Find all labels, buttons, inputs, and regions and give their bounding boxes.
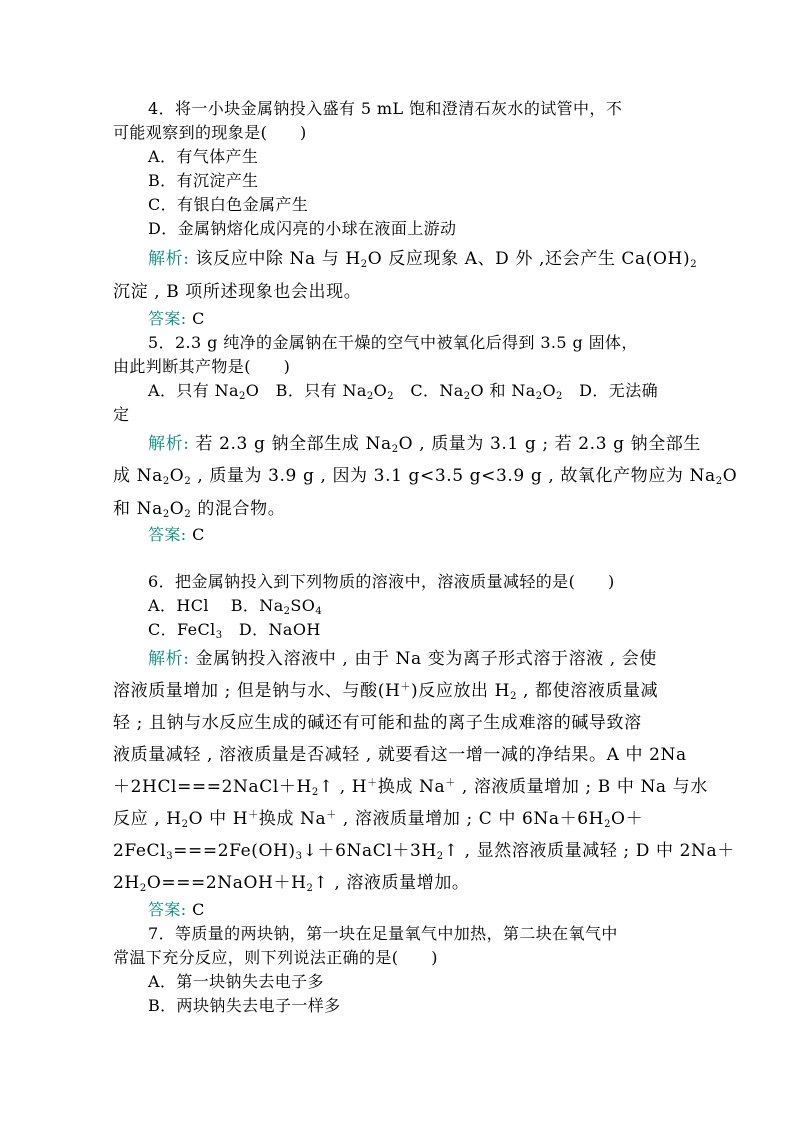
q5-options-cont: 定 xyxy=(113,405,130,424)
q4-explanation-line1: 解析: 该反应中除 Na 与 $H_2O$ 反应现象 A、D 外 ,还会产生 $Ca(OH)_2$ xyxy=(148,249,698,270)
q6-explanation-line2: 溶液质量增加 ; 但是钠与水、与酸(H＋)反应放出 $H_2$ , 都使溶液质量减 xyxy=(113,681,659,702)
q6-explanation-line4: 液质量减轻 , 溶液质量是否减轻 , 就要看这一增一减的净结果。A 中 2Na xyxy=(113,745,687,765)
analysis-label: 解析: xyxy=(148,434,190,454)
q4-option-b: B．有沉淀产生 xyxy=(148,171,259,190)
q4-stem-line2: 可能观察到的现象是( ) xyxy=(113,123,307,142)
q6-explanation-line3: 轻 ; 且钠与水反应生成的碱还有可能和盐的离子生成难溶的碱导致溶 xyxy=(113,713,642,733)
q4-stem-line1: 4．将一小块金属钠投入盛有 5 mL 饱和澄清石灰水的试管中，不 xyxy=(148,99,623,118)
answer-label: 答案: xyxy=(148,525,187,544)
q5-explanation-line2: 成 $Na_2O_2$ , 质量为 3.9 g , 因为 3.1 g<3.5 g<3.9 g , 故氧化产物应为 $Na_2O$ xyxy=(113,466,738,487)
q5-explanation-line3: 和 $Na_2O_2$ 的混合物。 xyxy=(113,499,286,520)
q4-explanation-line2: 沉淀 , B 项所述现象也会出现。 xyxy=(113,282,362,302)
analysis-label: 解析: xyxy=(148,649,190,669)
q4-answer: 答案: C xyxy=(148,309,205,328)
q4-option-d: D．金属钠熔化成闪亮的小球在液面上游动 xyxy=(148,219,457,238)
q7-option-b: B．两块钠失去电子一样多 xyxy=(148,996,341,1015)
q5-stem-line1: 5．2.3 g 纯净的金属钠在干燥的空气中被氧化后得到 3.5 g 固体， xyxy=(148,333,638,352)
q4-option-c: C．有银白色金属产生 xyxy=(148,195,309,214)
answer-label: 答案: xyxy=(148,309,187,328)
q7-option-a: A．第一块钠失去电子多 xyxy=(148,972,324,991)
q6-explanation-line5: $+2HCl===2NaCl+H_2↑$ , H＋换成 Na＋ , 溶液质量增加 ; B 中 Na 与水 xyxy=(113,777,708,798)
q6-stem-line1: 6．把金属钠投入到下列物质的溶液中，溶液质量减轻的是( ) xyxy=(148,572,615,591)
q4-option-a: A．有气体产生 xyxy=(148,147,259,166)
q6-explanation-line6: 反应 , $H_2O$ 中 H＋换成 Na＋ , 溶液质量增加 ; C 中 $6Na+6H_2O+$ xyxy=(113,809,644,830)
q5-stem-line2: 由此判断其产物是( ) xyxy=(113,357,291,376)
q5-options: A．只有 $Na_2O$ B．只有 $Na_2O_2$ C．$Na_2O$ 和 $Na_2O_2$ D．无法确 xyxy=(148,381,659,402)
q7-stem-line1: 7．等质量的两块钠，第一块在足量氧气中加热，第二块在氧气中 xyxy=(148,924,618,943)
q5-explanation-line1: 解析: 若 2.3 g 钠全部生成 $Na_2O$ , 质量为 3.1 g ; 若 2.3 g 钠全部生 xyxy=(148,434,701,455)
answer-label: 答案: xyxy=(148,900,187,919)
q6-explanation-line7: $2FeCl_3===2Fe(OH)_3↓+6NaCl+3H_2↑$ , 显然溶液质量减轻 ; D 中 2Na＋ xyxy=(113,841,735,862)
q6-options-ab: A．HCl B．$Na_2SO_4$ xyxy=(148,596,323,617)
q6-explanation-line8: $2H_2O===2NaOH+H_2↑$ , 溶液质量增加。 xyxy=(113,873,470,894)
q6-explanation-line1: 解析: 金属钠投入溶液中 , 由于 Na 变为离子形式溶于溶液 , 会使 xyxy=(148,649,657,669)
q7-stem-line2: 常温下充分反应，则下列说法正确的是( ) xyxy=(113,948,438,967)
q5-answer: 答案: C xyxy=(148,525,205,544)
q6-options-cd: C．FeCl$_3$ D．NaOH xyxy=(148,620,321,641)
q6-answer: 答案: C xyxy=(148,900,205,919)
analysis-label: 解析: xyxy=(148,249,190,269)
